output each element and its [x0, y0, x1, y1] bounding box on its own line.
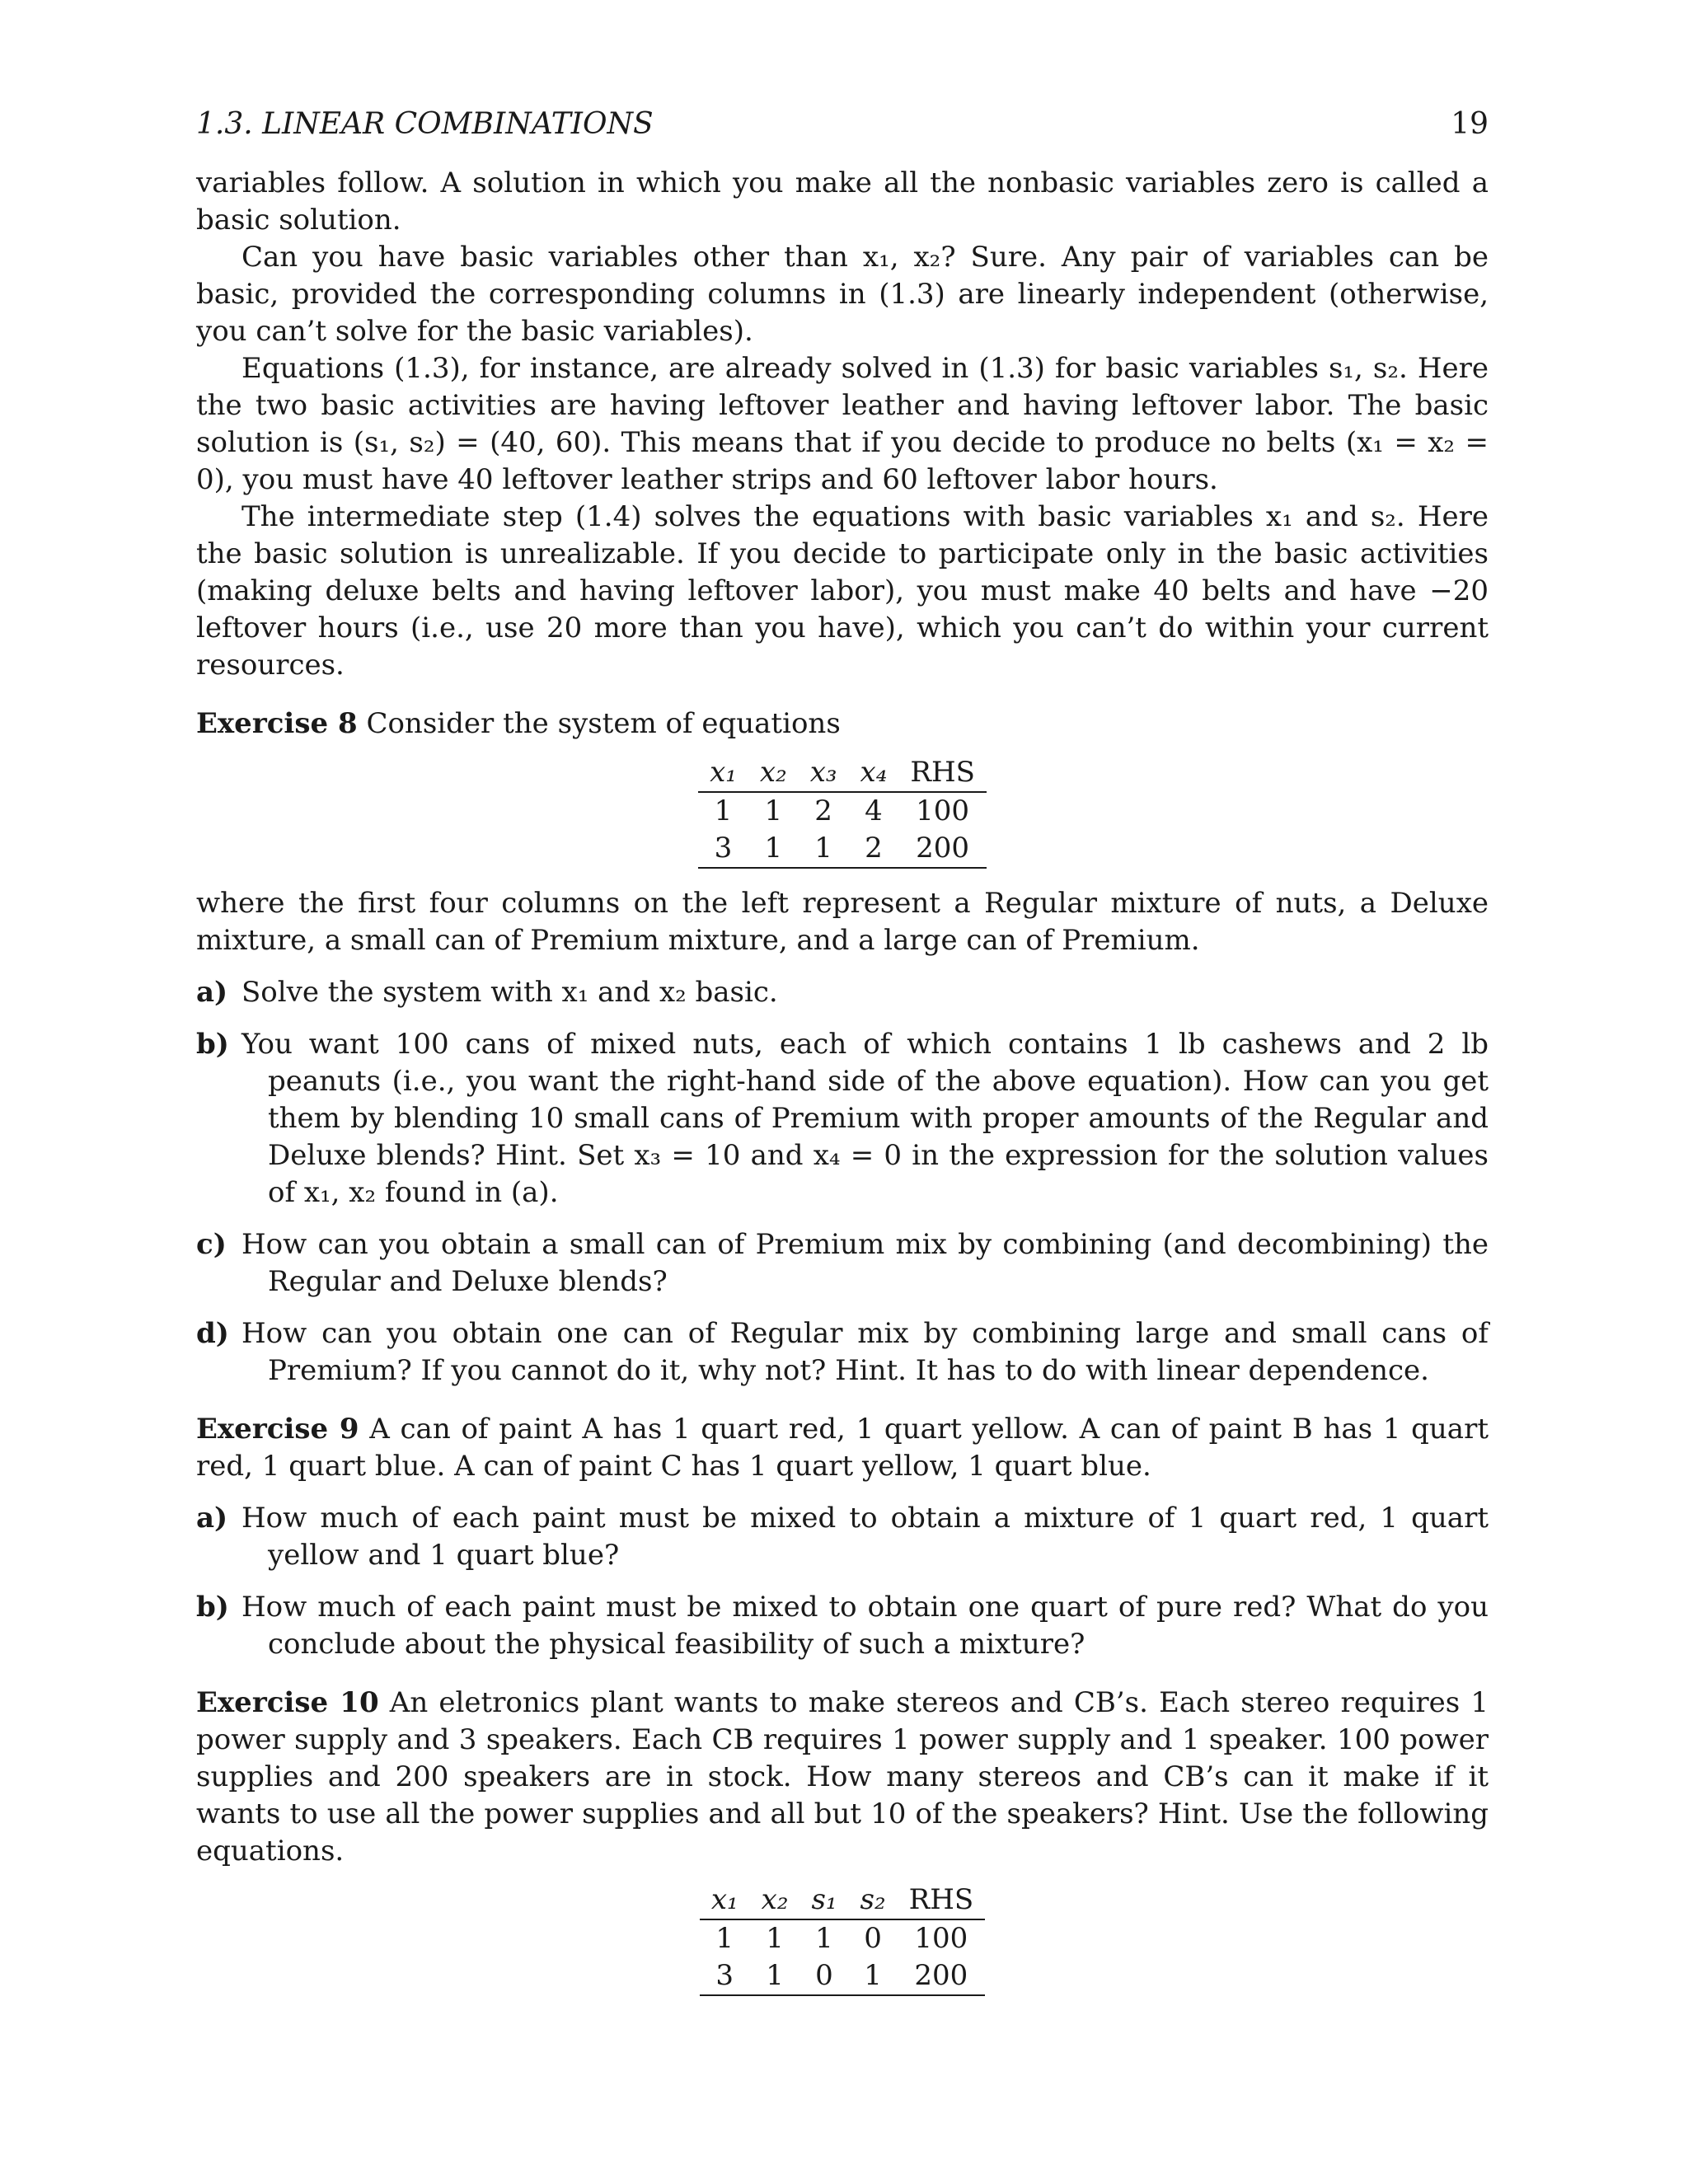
equation-table	[700, 1882, 985, 1996]
exercise-intro: Consider the system of equations	[366, 707, 841, 740]
exercise-heading: Exercise 9	[196, 1413, 359, 1446]
page-number: 19	[1451, 107, 1489, 141]
list-item	[196, 1315, 1489, 1390]
table-row	[698, 830, 987, 868]
table-cell: 1	[750, 1957, 800, 1995]
table-cell: 3	[698, 830, 748, 868]
column-header: x₂	[748, 754, 799, 792]
table-cell: 1	[766, 1922, 784, 1955]
item-label: b)	[196, 1028, 229, 1061]
table-cell: 1	[748, 830, 799, 868]
column-header: x₁	[698, 754, 748, 792]
exercise-heading: Exercise 10	[196, 1686, 379, 1719]
item-text: Solve the system with x₁ and x₂ basic.	[241, 976, 778, 1009]
column-header: RHS	[898, 1882, 986, 1919]
item-text: How can you obtain one can of Regular mix by combining large and small cans of Premium? If you cannot do it, why not? Hint. It has to do with linear dependence.	[241, 1317, 1489, 1387]
column-header: x₂	[750, 1882, 800, 1919]
table-cell: 1	[764, 794, 783, 827]
table-cell: 200	[898, 830, 987, 868]
table-cell: 2	[849, 830, 899, 868]
column-header: x₃	[799, 754, 849, 792]
exercise-9	[196, 1411, 1489, 1485]
table-cell: 2	[814, 794, 832, 827]
list-item	[196, 1226, 1489, 1301]
table-cell: 1	[849, 1957, 898, 1995]
table-row	[700, 1919, 985, 1957]
item-label: b)	[196, 1591, 229, 1624]
running-head	[196, 107, 1489, 165]
exercise-heading: Exercise 8	[196, 707, 358, 740]
item-label: a)	[196, 976, 228, 1009]
exercise-8	[196, 705, 1489, 743]
page	[196, 107, 1489, 2013]
table-cell: 100	[916, 794, 970, 827]
list-item	[196, 1589, 1489, 1663]
column-header: s₂	[849, 1882, 898, 1919]
equation-table	[698, 754, 987, 869]
item-label: c)	[196, 1228, 227, 1261]
table-cell: 3	[700, 1957, 750, 1995]
column-header: RHS	[898, 754, 987, 792]
list-item	[196, 974, 1489, 1011]
table-row	[700, 1957, 985, 1995]
table-cell: 0	[799, 1957, 848, 1995]
table-cell: 100	[914, 1922, 968, 1955]
list-item	[196, 1026, 1489, 1212]
table-cell: 1	[799, 830, 849, 868]
section-title: 1.3. LINEAR COMBINATIONS	[196, 107, 654, 141]
item-label: d)	[196, 1317, 229, 1350]
equation-table-wrap	[196, 1882, 1489, 1996]
list-item	[196, 1500, 1489, 1574]
exercise-10	[196, 1685, 1489, 1870]
paragraph: where the first four columns on the left represent a Regular mixture of nuts, a Deluxe mixture, a small can of Premium mixture, and a large can of Premium.	[196, 887, 1489, 957]
paragraph: Can you have basic variables other than x₁, x₂? Sure. Any pair of variables can be basic, provided the corresponding columns in (1.3) are linearly independent (otherwise, you can’t solve for the basic variables).	[196, 241, 1489, 348]
table-cell: 1	[815, 1922, 833, 1955]
table-cell: 1	[715, 1922, 734, 1955]
table-cell: 200	[898, 1957, 986, 1995]
exercise-intro: An eletronics plant wants to make stereos and CB’s. Each stereo requires 1 power supply and 3 speakers. Each CB requires 1 power supply and 1 speaker. 100 power supplies and 200 speakers are in stock. How many stereos and CB’s can it make if it wants to use all the power supplies and all but 10 of the speakers? Hint. Use the following equations.	[196, 1686, 1489, 1868]
equation-table-wrap	[196, 754, 1489, 869]
column-header: x₄	[849, 754, 899, 792]
table-cell: 0	[864, 1922, 882, 1955]
item-text: How much of each paint must be mixed to obtain a mixture of 1 quart red, 1 quart yellow and 1 quart blue?	[241, 1502, 1489, 1572]
item-text: You want 100 cans of mixed nuts, each of which contains 1 lb cashews and 2 lb peanuts (i.e., you want the right-hand side of the above equation). How can you get them by blending 10 small cans of Premium with proper amounts of the Regular and Deluxe blends? Hint. Set x₃ = 10 and x₄ = 0 in the expression for the solution values of x₁, x₂ found in (a).	[241, 1028, 1489, 1209]
column-header: x₁	[700, 1882, 750, 1919]
item-label: a)	[196, 1502, 228, 1535]
table-cell: 1	[714, 794, 733, 827]
item-text: How much of each paint must be mixed to obtain one quart of pure red? What do you conclude about the physical feasibility of such a mixture?	[241, 1591, 1489, 1661]
item-text: How can you obtain a small can of Premium mix by combining (and decombining) the Regular and Deluxe blends?	[241, 1228, 1489, 1298]
exercise-intro: A can of paint A has 1 quart red, 1 quart yellow. A can of paint B has 1 quart red, 1 quart blue. A can of paint C has 1 quart yellow, 1 quart blue.	[196, 1413, 1489, 1483]
column-header: s₁	[799, 1882, 848, 1919]
table-cell: 4	[865, 794, 883, 827]
paragraph: variables follow. A solution in which you make all the nonbasic variables zero is called a basic solution.	[196, 166, 1489, 237]
paragraph: Equations (1.3), for instance, are already solved in (1.3) for basic variables s₁, s₂. Here the two basic activities are having leftover leather and having leftover labor. The basic solution is (s₁, s₂) = (40, 60). This means that if you decide to produce no belts (x₁ = x₂ = 0), you must have 40 leftover leather strips and 60 leftover labor hours.	[196, 352, 1489, 496]
paragraph: The intermediate step (1.4) solves the equations with basic variables x₁ and s₂. Here the basic solution is unrealizable. If you decide to participate only in the basic activities (making deluxe belts and having leftover labor), you must make 40 belts and have −20 leftover hours (i.e., use 20 more than you have), which you can’t do within your current resources.	[196, 500, 1489, 682]
table-row	[698, 792, 987, 830]
